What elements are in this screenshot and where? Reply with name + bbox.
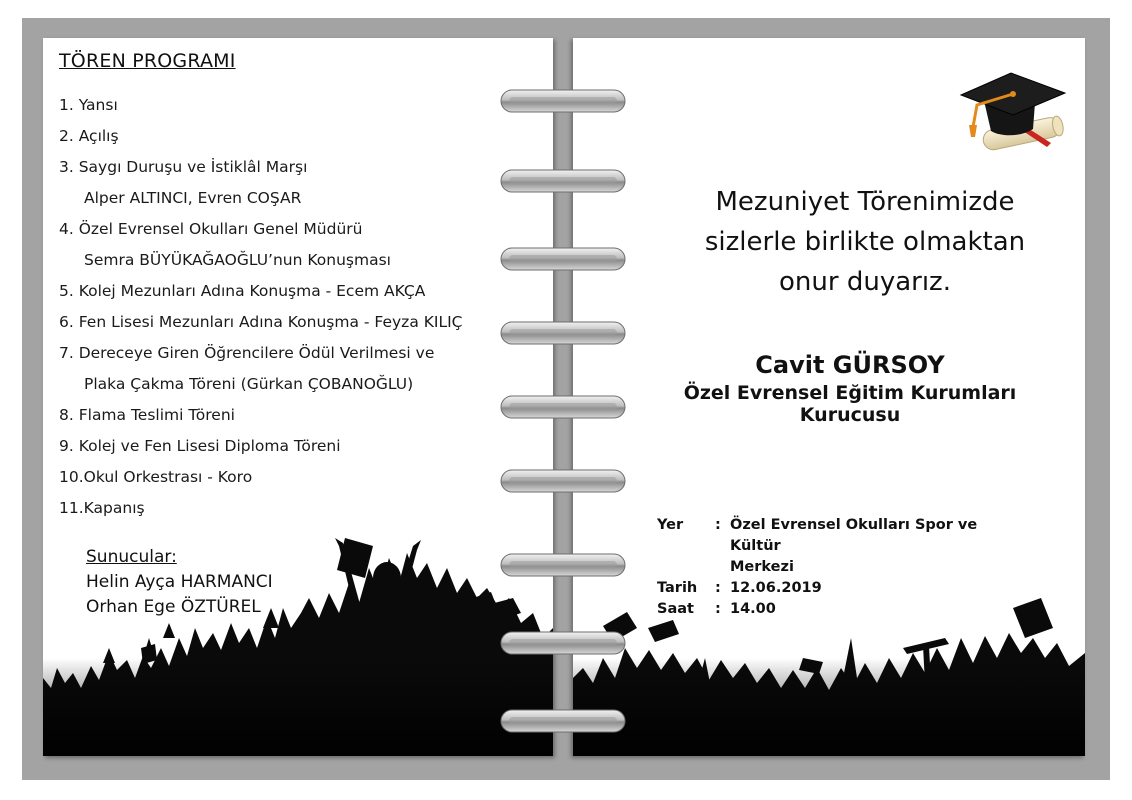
detail-value: Merkezi xyxy=(730,559,794,575)
event-details xyxy=(657,515,1030,620)
binding-ring xyxy=(501,170,625,192)
detail-row xyxy=(657,578,1030,599)
message-line: onur duyarız. xyxy=(779,267,951,297)
program-list xyxy=(59,94,529,528)
detail-label xyxy=(657,557,715,578)
detail-label: Yer xyxy=(657,517,684,533)
binding-ring xyxy=(501,396,625,418)
program-item: 10.Okul Orkestrası - Koro xyxy=(59,468,253,486)
binding-ring xyxy=(501,322,625,344)
detail-colon: : xyxy=(715,517,721,533)
detail-colon: : xyxy=(715,580,721,596)
hosts-label: Sunucular: xyxy=(86,547,177,567)
invitation-message xyxy=(670,182,1060,302)
program-item: 2. Açılış xyxy=(59,127,119,145)
program-item: 3. Saygı Duruşu ve İstiklâl Marşı xyxy=(59,158,308,176)
program-item: 11.Kapanış xyxy=(59,499,145,517)
detail-colon: : xyxy=(715,601,721,617)
program-item: 5. Kolej Mezunları Adına Konuşma - Ecem AKÇA xyxy=(59,282,426,300)
detail-value: Özel Evrensel Okulları Spor ve Kültür xyxy=(730,517,978,554)
binding-ring xyxy=(501,470,625,492)
detail-value: 12.06.2019 xyxy=(730,580,822,596)
binding-ring xyxy=(501,248,625,270)
hosts-section xyxy=(86,545,273,620)
message-line: sizlerle birlikte olmaktan xyxy=(704,227,1026,257)
founder-role: Özel Evrensel Eğitim Kurumları xyxy=(683,382,1017,404)
program-item: 1. Yansı xyxy=(59,96,118,114)
founder-role: Kurucusu xyxy=(799,404,901,426)
founder-block xyxy=(660,348,1040,426)
program-item: Plaka Çakma Töreni (Gürkan ÇOBANOĞLU) xyxy=(84,375,414,393)
founder-name: Cavit GÜRSOY xyxy=(755,351,945,379)
binding-ring xyxy=(501,632,625,654)
detail-colon xyxy=(715,557,730,578)
program-item: 4. Özel Evrensel Okulları Genel Müdürü xyxy=(59,220,363,238)
binding-ring xyxy=(501,90,625,112)
spiral-binding xyxy=(499,0,629,800)
detail-row xyxy=(657,515,1030,557)
detail-row xyxy=(657,557,1030,578)
host-name: Orhan Ege ÖZTÜREL xyxy=(86,597,261,617)
binding-ring xyxy=(501,710,625,732)
detail-label: Saat xyxy=(657,601,694,617)
program-title: TÖREN PROGRAMI xyxy=(59,50,236,72)
program-item: 9. Kolej ve Fen Lisesi Diploma Töreni xyxy=(59,437,341,455)
program-item: 8. Flama Teslimi Töreni xyxy=(59,406,235,424)
program-item: 7. Dereceye Giren Öğrencilere Ödül Verilmesi ve xyxy=(59,344,435,362)
detail-label: Tarih xyxy=(657,580,698,596)
program-item: Semra BÜYÜKAĞAOĞLU’nun Konuşması xyxy=(84,251,391,269)
graduation-cap-diploma-icon xyxy=(955,65,1070,157)
detail-value: 14.00 xyxy=(730,601,776,617)
detail-row xyxy=(657,599,1030,620)
program-item: 6. Fen Lisesi Mezunları Adına Konuşma - Feyza KILIÇ xyxy=(59,313,463,331)
binding-ring xyxy=(501,554,625,576)
message-line: Mezuniyet Törenimizde xyxy=(715,187,1015,217)
host-name: Helin Ayça HARMANCI xyxy=(86,572,273,592)
program-item: Alper ALTINCI, Evren COŞAR xyxy=(84,189,302,207)
